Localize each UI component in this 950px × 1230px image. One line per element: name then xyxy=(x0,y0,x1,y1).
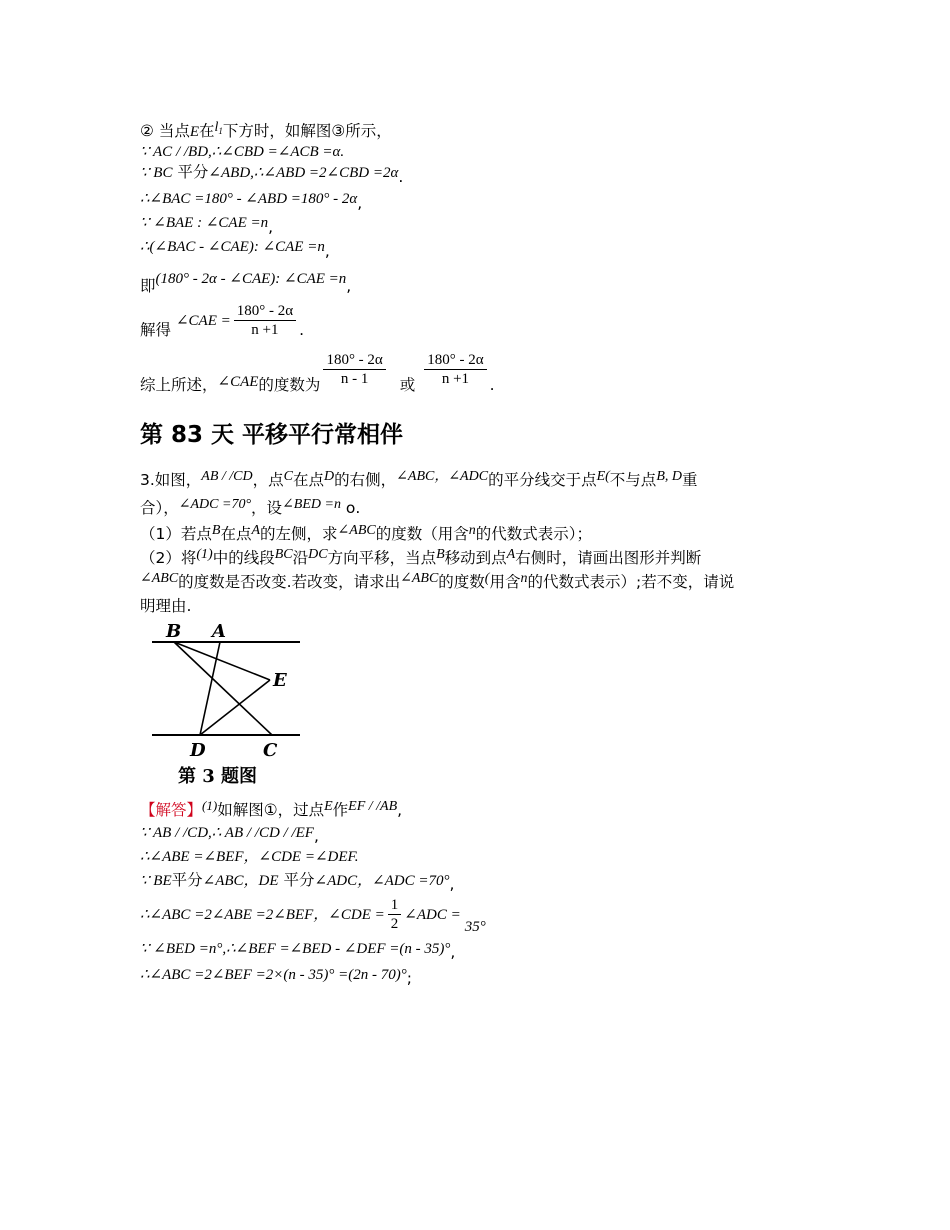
denominator: n - 1 xyxy=(340,371,369,387)
text: 平分 xyxy=(171,871,203,889)
text: 的代数式表示）； xyxy=(475,525,592,543)
section-heading: 第 83 天 平移平行常相伴 xyxy=(140,422,404,448)
label-c: C xyxy=(263,740,278,761)
segment-be xyxy=(174,642,270,680)
text: 的度数是否改变.若改变，请求出 xyxy=(178,573,401,591)
problem-part-2-cont xyxy=(140,572,734,594)
problem-figure xyxy=(150,618,310,793)
math: ∴∠ABE =∠BEF，∠CDE =∠DEF. xyxy=(140,849,359,865)
denominator: n +1 xyxy=(251,322,279,338)
solution-line-2 xyxy=(140,822,319,843)
line-bisector xyxy=(140,162,404,186)
math: ∠ABC，DE xyxy=(202,873,279,889)
math: ∴∠ABC =2∠BEF =2×(n - 35)° =(2n - 70)° xyxy=(140,967,407,983)
numerator: 180° - 2α xyxy=(424,351,486,370)
line-parallel xyxy=(140,141,344,162)
math: E xyxy=(324,799,333,814)
math: ∠ABC xyxy=(140,571,179,586)
line-summary xyxy=(140,346,495,393)
line-case-e-below xyxy=(140,121,392,143)
text: 作 xyxy=(332,801,349,819)
text: （1）若点 xyxy=(140,525,212,543)
math: EF / /AB xyxy=(348,799,398,814)
line-solve xyxy=(140,298,304,343)
solution-line-3 xyxy=(140,846,359,867)
problem-part-1 xyxy=(140,524,592,546)
problem-part-2 xyxy=(140,548,701,570)
math: ∴(∠BAC - ∠CAE): ∠CAE =n xyxy=(140,239,325,255)
answer-tag: 【解答】 xyxy=(140,801,203,819)
text: 的左侧，求 xyxy=(260,525,338,543)
math: ∵ ∠BAE : ∠CAE =n xyxy=(140,215,269,231)
math: n xyxy=(520,571,528,586)
text: . xyxy=(355,499,361,517)
figure-caption: 第 3 题图 xyxy=(178,766,258,787)
text: 的右侧， xyxy=(334,471,397,489)
text: 在点 xyxy=(220,525,252,543)
text: 重 xyxy=(681,471,698,489)
label-e: E xyxy=(273,670,287,691)
fraction xyxy=(388,896,402,933)
math: ( xyxy=(484,571,490,586)
punct: , xyxy=(450,943,456,961)
text: 方向平移，当点 xyxy=(327,549,437,567)
math: (1) xyxy=(196,547,213,562)
problem-line-2 xyxy=(140,498,360,520)
math: l xyxy=(214,120,219,135)
math: B, D xyxy=(656,469,682,484)
text: 平分 xyxy=(283,871,315,889)
math: ∵ ∠BED =n°,∴∠BEF =∠BED - ∠DEF =(n - 35)° xyxy=(140,941,451,957)
math: ∠ABD,∴∠ABD =2∠CBD =2α xyxy=(208,165,399,181)
math: BC xyxy=(274,547,293,562)
math: (1) xyxy=(202,798,218,813)
math: ∵ AC / /BD,∴∠CBD =∠ACB =α. xyxy=(140,144,345,160)
solution-line-1 xyxy=(140,800,402,822)
math: E xyxy=(189,124,199,140)
numerator: 180° - 2α xyxy=(234,302,296,321)
text: ，设 xyxy=(251,499,283,517)
punct: , xyxy=(268,218,274,236)
math: ∠CAE = xyxy=(175,313,231,329)
line-ratio xyxy=(140,212,274,236)
math: C xyxy=(283,469,293,484)
punct: , xyxy=(324,242,330,260)
math: 35° xyxy=(464,919,486,935)
text: 中的线段 xyxy=(212,549,275,567)
text: ② 当点 xyxy=(140,122,190,140)
text: 的度数 xyxy=(438,573,485,591)
subscript: 1 xyxy=(218,126,223,136)
math: ∵ BC xyxy=(140,165,173,181)
text: 用含 xyxy=(489,573,521,591)
text: 在点 xyxy=(293,471,325,489)
math: ∠ADC = xyxy=(404,907,461,923)
label-b: B xyxy=(166,621,182,642)
solution-line-6 xyxy=(140,938,455,959)
text: 明理由. xyxy=(140,597,192,615)
math: ∴∠BAC =180° - ∠ABD =180° - 2α xyxy=(140,191,358,207)
punct: , xyxy=(397,801,403,819)
text: ，点 xyxy=(252,471,284,489)
math: D xyxy=(324,469,335,484)
math: A xyxy=(251,523,261,538)
math: ∠ADC =70° xyxy=(178,497,252,512)
text: 的平分线交于点 xyxy=(488,471,597,489)
text: 的度数为 xyxy=(258,376,321,394)
math: B xyxy=(436,547,445,562)
punct: , xyxy=(346,277,352,295)
text: 即 xyxy=(140,277,156,295)
punct: , xyxy=(357,194,363,212)
text: 解得 xyxy=(140,321,172,339)
math: ∴∠ABC =2∠ABE =2∠BEF，∠CDE = xyxy=(140,907,385,923)
numerator: 180° - 2α xyxy=(323,351,385,370)
segment-bc xyxy=(174,642,272,735)
text: 合）， xyxy=(140,499,179,517)
fraction xyxy=(424,351,486,388)
math: ∠ABC xyxy=(400,571,439,586)
solution-line-4 xyxy=(140,870,454,891)
text: 的代数式表示）;若不变，请说 xyxy=(527,573,735,591)
solution-line-7 xyxy=(140,964,412,985)
text: 如解图①，过点 xyxy=(217,801,325,819)
line-ratio-2 xyxy=(140,236,330,260)
fraction xyxy=(234,302,296,339)
text: 不与点 xyxy=(609,471,657,489)
math: E( xyxy=(596,469,610,484)
text: 在 xyxy=(199,122,215,140)
punct: . xyxy=(398,168,404,186)
math: ∵ BE xyxy=(140,873,172,889)
punct: . xyxy=(299,321,305,339)
line-bac xyxy=(140,188,363,212)
solution-line-5 xyxy=(140,893,486,936)
math: n xyxy=(468,523,476,538)
text: 移动到点 xyxy=(444,549,507,567)
line-ji xyxy=(140,268,352,295)
math: ∠ADC，∠ADC =70° xyxy=(314,873,450,889)
math: ∠ABC，∠ADC xyxy=(396,469,489,484)
math: ∵ AB / /CD,∴ AB / /CD / /EF xyxy=(140,825,314,841)
punct: ; xyxy=(406,969,412,987)
math: DC xyxy=(308,547,328,562)
label-a: A xyxy=(212,621,226,642)
math: B xyxy=(211,523,221,538)
fraction xyxy=(323,351,385,388)
text: 平分 xyxy=(177,163,209,181)
text: 沿 xyxy=(292,549,309,567)
punct: . xyxy=(489,376,495,394)
denominator: 2 xyxy=(390,916,399,932)
punct: , xyxy=(313,827,319,845)
text: ο xyxy=(345,499,356,517)
math: (180° - 2α - ∠CAE): ∠CAE =n xyxy=(155,271,347,287)
math: ∠CAE xyxy=(217,374,259,390)
numerator: 1 xyxy=(388,896,402,915)
text: （2）将 xyxy=(140,549,197,567)
math: ∠BED =n xyxy=(282,497,341,512)
denominator: n +1 xyxy=(441,371,470,387)
text: 的度数（用含 xyxy=(375,525,469,543)
math: ∠ABC xyxy=(337,523,376,538)
punct: , xyxy=(449,875,455,893)
text: 综上所述， xyxy=(140,376,218,394)
problem-line-1 xyxy=(140,470,698,492)
text: 或 xyxy=(399,376,416,394)
text: 3.如图， xyxy=(140,471,202,489)
text: 右侧时，请画出图形并判断 xyxy=(515,549,702,567)
label-d: D xyxy=(190,740,206,761)
math: A xyxy=(506,547,516,562)
math: AB / /CD xyxy=(201,469,253,484)
problem-part-2-end xyxy=(140,596,191,616)
text: 下方时，如解图③所示， xyxy=(222,122,392,140)
